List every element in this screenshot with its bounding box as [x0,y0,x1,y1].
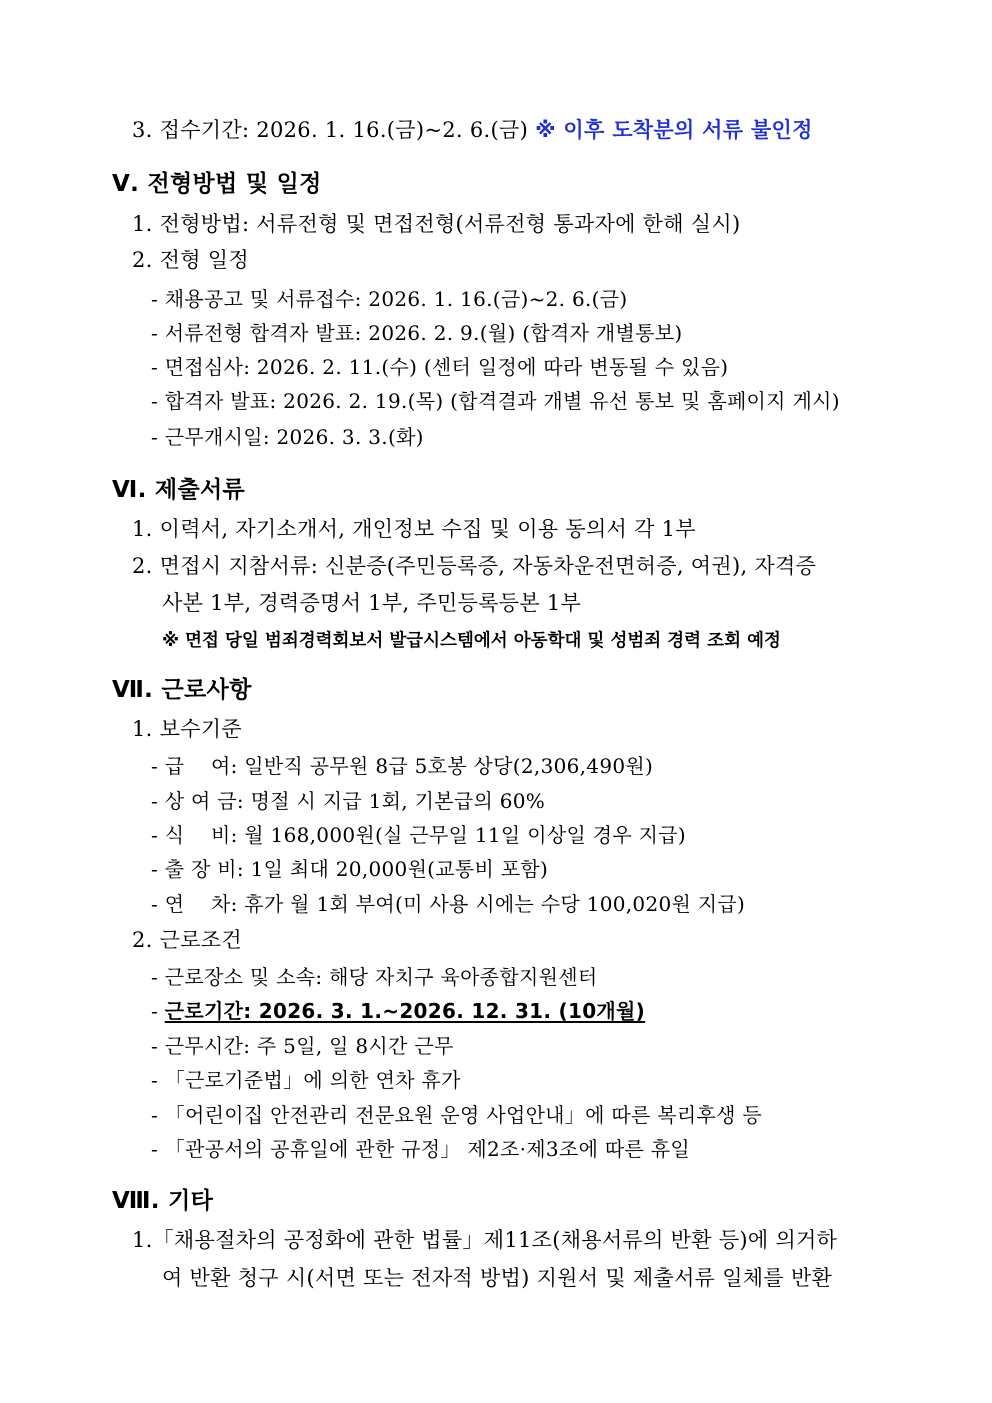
background-check-note: ※ 면접 당일 범죄경력회보서 발급시스템에서 아동학대 및 성범죄 경력 조회 예정 [162,631,781,651]
receipt-period-text: 3. 접수기간: 2026. 1. 16.(금)~2. 6.(금) [132,118,536,142]
pay-item-travel: - 출 장 비: 1일 최대 20,000원(교통비 포함) [151,857,549,881]
work-period: 근로기간: 2026. 3. 1.~2026. 12. 31. (10개월) [164,999,646,1023]
pay-standard-title: 1. 보수기준 [132,717,242,741]
misc-item-1-line2: 여 반환 청구 시(서면 또는 전자적 방법) 지원서 및 제출서류 일체를 반환 [162,1266,833,1290]
schedule-item: - 근무개시일: 2026. 3. 3.(화) [151,425,424,449]
documents-item-2-line2: 사본 1부, 경력증명서 1부, 주민등록등본 1부 [162,591,582,615]
misc-item-1-line1: 1.「채용절차의 공정화에 관한 법률」제11조(채용서류의 반환 등)에 의거하 [132,1228,838,1252]
work-period-line [151,997,645,1025]
pay-item-salary: - 급 여: 일반직 공무원 8급 5호봉 상당(2,306,490원) [151,754,654,778]
receipt-period-line [132,116,813,144]
work-hours: - 근무시간: 주 5일, 일 8시간 근무 [151,1034,454,1058]
holidays: - 「관공서의 공휴일에 관한 규정」 제2조·제3조에 따른 휴일 [151,1137,690,1161]
documents-item-1: 1. 이력서, 자기소개서, 개인정보 수집 및 이용 동의서 각 1부 [132,517,696,541]
work-period-dash: - [151,999,165,1023]
pay-item-meal: - 식 비: 월 168,000원(실 근무일 11일 이상일 경우 지급) [151,823,686,847]
pay-item-bonus: - 상 여 금: 명절 시 지급 1회, 기본급의 60% [151,789,546,813]
documents-item-2-line1: 2. 면접시 지참서류: 신분증(주민등록증, 자동차운전면허증, 여권), 자격증 [132,554,817,578]
section-7-title: Ⅶ. 근로사항 [112,677,252,703]
section-6-title: Ⅵ. 제출서류 [112,477,245,503]
section-5-title: Ⅴ. 전형방법 및 일정 [112,171,322,197]
work-location: - 근로장소 및 소속: 해당 자치구 육아종합지원센터 [151,965,598,989]
pay-item-leave: - 연 차: 휴가 월 1회 부여(미 사용 시에는 수당 100,020원 지급) [151,892,746,916]
selection-method: 1. 전형방법: 서류전형 및 면접전형(서류전형 통과자에 한해 실시) [132,212,741,236]
section-8-title: Ⅷ. 기타 [112,1188,214,1214]
late-arrival-notice: ※ 이후 도착분의 서류 불인정 [535,118,813,142]
schedule-item: - 합격자 발표: 2026. 2. 19.(목) (합격결과 개별 유선 통보 및 홈페이지 게시) [151,389,840,413]
welfare: - 「어린이집 안전관리 전문요원 운영 사업안내」에 따른 복리후생 등 [151,1103,763,1127]
schedule-item: - 서류전형 합격자 발표: 2026. 2. 9.(월) (합격자 개별통보) [151,321,683,345]
annual-leave: - 「근로기준법」에 의한 연차 휴가 [151,1068,461,1092]
schedule-item: - 채용공고 및 서류접수: 2026. 1. 16.(금)~2. 6.(금) [151,287,628,311]
selection-schedule-title: 2. 전형 일정 [132,248,249,272]
schedule-item: - 면접심사: 2026. 2. 11.(수) (센터 일정에 따라 변동될 수 있음) [151,355,729,379]
work-conditions-title: 2. 근로조건 [132,928,242,952]
